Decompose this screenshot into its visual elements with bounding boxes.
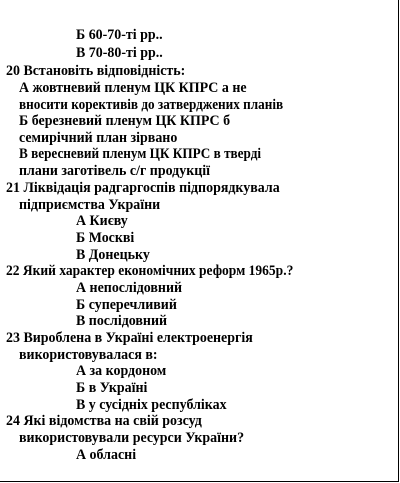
q19-option-v: В 70-80-ті рр.. [76, 45, 163, 61]
q20-option-v-cont: плани заготівель с/г продукції [19, 163, 211, 179]
q23-option-v: В у сусідніх республіках [76, 397, 227, 413]
q24-question-cont: використовували ресурси України? [19, 430, 245, 446]
q24-question: 24 Які відомства на свій розсуд [6, 413, 202, 429]
q22-option-b: Б суперечливий [76, 297, 177, 313]
q20-option-a: А жовтневий пленум ЦК КПРС а не [19, 80, 247, 96]
q23-option-a: А за кордоном [76, 363, 167, 379]
q22-question: 22 Який характер економічних реформ 1965р.? [6, 263, 294, 279]
q23-question: 23 Вироблена в Україні електроенергія [6, 330, 253, 346]
q21-option-b: Б Москві [76, 230, 135, 246]
q20-question: 20 Встановіть відповідність: [6, 63, 186, 79]
q20-option-b-cont: семирічний план зірвано [19, 130, 178, 146]
q24-option-a: А обласні [76, 447, 137, 463]
q23-option-b: Б в Україні [76, 380, 148, 396]
q21-option-v: В Донецьку [76, 247, 150, 263]
q21-question-cont: підприємства України [19, 197, 161, 213]
q23-question-cont: використовувалася в: [19, 347, 158, 363]
q22-option-v: В послідовний [76, 313, 168, 329]
q19-option-b: Б 60-70-ті рр.. [76, 27, 163, 43]
q20-option-b: Б березневий пленум ЦК КПРС б [19, 113, 231, 129]
q20-option-a-cont: вносити корективів до затверджених планів [19, 97, 284, 113]
q20-option-v: В вересневий пленум ЦК КПРС в тверді [19, 146, 262, 162]
q22-option-a: А непослідовний [76, 280, 183, 296]
q21-option-a: А Києву [76, 213, 128, 229]
q21-question: 21 Ліквідація радгаргоспів підпорядкувала [6, 180, 280, 196]
